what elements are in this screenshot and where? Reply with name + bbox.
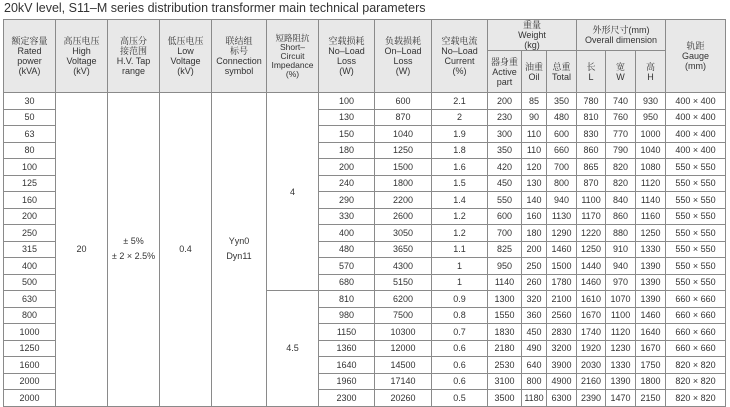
cell-on-load-loss: 12000 (375, 340, 432, 357)
cell-on-load-loss: 2600 (375, 208, 432, 225)
cell-dim-h: 1390 (636, 291, 666, 308)
cell-rated-power: 160 (4, 192, 56, 209)
cell-weight-oil: 85 (522, 93, 547, 110)
cell-gauge: 660 × 660 (666, 324, 726, 341)
cell-no-load-current: 0.8 (432, 307, 488, 324)
cell-rated-power: 1250 (4, 340, 56, 357)
cell-weight-active: 420 (488, 159, 522, 176)
cell-no-load-loss: 200 (319, 159, 375, 176)
cell-no-load-current: 1.9 (432, 126, 488, 143)
cell-weight-active: 950 (488, 258, 522, 275)
cell-on-load-loss: 17140 (375, 373, 432, 390)
cell-dim-h: 1390 (636, 274, 666, 291)
cell-no-load-loss: 2300 (319, 390, 375, 407)
cell-no-load-loss: 980 (319, 307, 375, 324)
cell-hv-voltage: 20 (56, 93, 108, 407)
cell-no-load-current: 1 (432, 274, 488, 291)
cell-weight-total: 1290 (547, 225, 577, 242)
cell-weight-active: 300 (488, 126, 522, 143)
cell-dim-h: 1120 (636, 175, 666, 192)
cell-dim-l: 1170 (577, 208, 606, 225)
cell-weight-oil: 360 (522, 307, 547, 324)
cell-dim-w: 790 (606, 142, 636, 159)
cell-weight-total: 1130 (547, 208, 577, 225)
cell-dim-w: 1100 (606, 307, 636, 324)
cell-dim-w: 860 (606, 208, 636, 225)
cell-dim-l: 1740 (577, 324, 606, 341)
cell-weight-oil: 110 (522, 142, 547, 159)
cell-dim-h: 1750 (636, 357, 666, 374)
cell-weight-total: 350 (547, 93, 577, 110)
cell-dim-h: 1140 (636, 192, 666, 209)
cell-rated-power: 2000 (4, 390, 56, 407)
cell-dim-l: 810 (577, 109, 606, 126)
cell-gauge: 660 × 660 (666, 291, 726, 308)
cell-dim-w: 820 (606, 159, 636, 176)
cell-dim-l: 830 (577, 126, 606, 143)
cell-dim-l: 1220 (577, 225, 606, 242)
cell-weight-oil: 120 (522, 159, 547, 176)
cell-rated-power: 1600 (4, 357, 56, 374)
cell-on-load-loss: 20260 (375, 390, 432, 407)
cell-dim-h: 1000 (636, 126, 666, 143)
cell-no-load-current: 2 (432, 109, 488, 126)
cell-weight-oil: 90 (522, 109, 547, 126)
header-weight: 重量 Weight (kg) (488, 20, 577, 51)
cell-rated-power: 30 (4, 93, 56, 110)
cell-weight-total: 2560 (547, 307, 577, 324)
cell-dim-h: 1330 (636, 241, 666, 258)
cell-dim-l: 865 (577, 159, 606, 176)
cell-dim-h: 1250 (636, 225, 666, 242)
cell-weight-total: 940 (547, 192, 577, 209)
cell-weight-active: 3500 (488, 390, 522, 407)
cell-weight-oil: 320 (522, 291, 547, 308)
cell-no-load-current: 1 (432, 258, 488, 275)
cell-weight-active: 600 (488, 208, 522, 225)
cell-gauge: 400 × 400 (666, 93, 726, 110)
cell-gauge: 660 × 660 (666, 307, 726, 324)
parameters-table (3, 19, 726, 407)
header-weight-active: 器身重 Active part (488, 51, 522, 93)
cell-rated-power: 400 (4, 258, 56, 275)
table-body (4, 93, 726, 407)
cell-rated-power: 50 (4, 109, 56, 126)
cell-weight-total: 1460 (547, 241, 577, 258)
cell-dim-l: 1920 (577, 340, 606, 357)
cell-connection: Yyn0 Dyn11 (212, 93, 267, 407)
cell-on-load-loss: 6200 (375, 291, 432, 308)
cell-tap-range: ± 5% ± 2 × 2.5% (108, 93, 160, 407)
header-lv-voltage: 低压电压 Low Voltage (kV) (160, 20, 212, 93)
cell-no-load-loss: 150 (319, 126, 375, 143)
cell-dim-h: 1670 (636, 340, 666, 357)
cell-weight-oil: 200 (522, 241, 547, 258)
cell-no-load-current: 1.2 (432, 225, 488, 242)
cell-dim-h: 2150 (636, 390, 666, 407)
header-dim-h: 高 H (636, 51, 666, 93)
cell-no-load-current: 1.1 (432, 241, 488, 258)
header-rated-power: 额定容量 Rated power (kVA) (4, 20, 56, 93)
cell-rated-power: 63 (4, 126, 56, 143)
cell-dim-w: 740 (606, 93, 636, 110)
header-hv-voltage: 高压电压 High Voltage (kV) (56, 20, 108, 93)
cell-no-load-loss: 1150 (319, 324, 375, 341)
cell-weight-active: 700 (488, 225, 522, 242)
cell-gauge: 550 × 550 (666, 225, 726, 242)
cell-weight-active: 2180 (488, 340, 522, 357)
cell-gauge: 550 × 550 (666, 159, 726, 176)
cell-no-load-loss: 180 (319, 142, 375, 159)
cell-gauge: 400 × 400 (666, 142, 726, 159)
cell-dim-l: 1460 (577, 274, 606, 291)
cell-dim-w: 1070 (606, 291, 636, 308)
cell-gauge: 550 × 550 (666, 208, 726, 225)
cell-on-load-loss: 1800 (375, 175, 432, 192)
cell-gauge: 820 × 820 (666, 373, 726, 390)
cell-lv-voltage: 0.4 (160, 93, 212, 407)
cell-dim-l: 1250 (577, 241, 606, 258)
cell-no-load-current: 0.6 (432, 357, 488, 374)
cell-dim-w: 940 (606, 258, 636, 275)
cell-weight-active: 450 (488, 175, 522, 192)
cell-dim-l: 2030 (577, 357, 606, 374)
table-row (4, 93, 726, 110)
cell-rated-power: 250 (4, 225, 56, 242)
header-impedance: 短路阻抗 Short– Circuit Impedance (%) (267, 20, 319, 93)
cell-dim-l: 780 (577, 93, 606, 110)
cell-on-load-loss: 3050 (375, 225, 432, 242)
cell-dim-h: 1080 (636, 159, 666, 176)
cell-dim-h: 950 (636, 109, 666, 126)
cell-on-load-loss: 1500 (375, 159, 432, 176)
cell-on-load-loss: 600 (375, 93, 432, 110)
header-dim-w: 宽 W (606, 51, 636, 93)
cell-impedance: 4.5 (267, 291, 319, 407)
cell-dim-l: 2390 (577, 390, 606, 407)
cell-dim-l: 1670 (577, 307, 606, 324)
cell-gauge: 400 × 400 (666, 126, 726, 143)
cell-weight-oil: 130 (522, 175, 547, 192)
cell-no-load-loss: 400 (319, 225, 375, 242)
cell-rated-power: 1000 (4, 324, 56, 341)
cell-on-load-loss: 1250 (375, 142, 432, 159)
cell-weight-total: 3200 (547, 340, 577, 357)
cell-dim-w: 760 (606, 109, 636, 126)
cell-gauge: 820 × 820 (666, 357, 726, 374)
cell-weight-active: 1830 (488, 324, 522, 341)
cell-dim-w: 840 (606, 192, 636, 209)
cell-dim-w: 1330 (606, 357, 636, 374)
cell-weight-active: 2530 (488, 357, 522, 374)
cell-weight-oil: 640 (522, 357, 547, 374)
cell-rated-power: 500 (4, 274, 56, 291)
cell-dim-l: 2160 (577, 373, 606, 390)
header-on-load-loss: 负载损耗 On–Load Loss (W) (375, 20, 432, 93)
cell-dim-h: 1040 (636, 142, 666, 159)
cell-weight-total: 1780 (547, 274, 577, 291)
cell-no-load-current: 1.5 (432, 175, 488, 192)
cell-dim-l: 1440 (577, 258, 606, 275)
cell-gauge: 550 × 550 (666, 175, 726, 192)
cell-gauge: 550 × 550 (666, 192, 726, 209)
cell-weight-oil: 110 (522, 126, 547, 143)
cell-gauge: 550 × 550 (666, 241, 726, 258)
cell-dim-l: 1610 (577, 291, 606, 308)
cell-no-load-loss: 1640 (319, 357, 375, 374)
cell-dim-h: 1390 (636, 258, 666, 275)
cell-weight-active: 1300 (488, 291, 522, 308)
cell-weight-active: 1140 (488, 274, 522, 291)
cell-dim-w: 820 (606, 175, 636, 192)
cell-weight-active: 3100 (488, 373, 522, 390)
cell-rated-power: 100 (4, 159, 56, 176)
cell-rated-power: 2000 (4, 373, 56, 390)
cell-on-load-loss: 1040 (375, 126, 432, 143)
cell-weight-active: 550 (488, 192, 522, 209)
cell-dim-w: 880 (606, 225, 636, 242)
cell-gauge: 550 × 550 (666, 274, 726, 291)
cell-no-load-current: 2.1 (432, 93, 488, 110)
header-dim-l: 长 L (577, 51, 606, 93)
cell-weight-total: 2100 (547, 291, 577, 308)
cell-dim-w: 1390 (606, 373, 636, 390)
cell-dim-h: 1800 (636, 373, 666, 390)
cell-no-load-loss: 570 (319, 258, 375, 275)
cell-weight-total: 6300 (547, 390, 577, 407)
cell-dim-w: 770 (606, 126, 636, 143)
cell-gauge: 820 × 820 (666, 390, 726, 407)
cell-on-load-loss: 3650 (375, 241, 432, 258)
cell-no-load-loss: 810 (319, 291, 375, 308)
cell-no-load-loss: 1960 (319, 373, 375, 390)
cell-weight-active: 200 (488, 93, 522, 110)
cell-on-load-loss: 4300 (375, 258, 432, 275)
cell-weight-total: 3900 (547, 357, 577, 374)
cell-weight-oil: 1180 (522, 390, 547, 407)
cell-weight-total: 700 (547, 159, 577, 176)
cell-weight-total: 600 (547, 126, 577, 143)
header-gauge: 轨距 Gauge (mm) (666, 20, 726, 93)
cell-dim-h: 930 (636, 93, 666, 110)
cell-on-load-loss: 2200 (375, 192, 432, 209)
cell-no-load-current: 1.6 (432, 159, 488, 176)
cell-weight-oil: 250 (522, 258, 547, 275)
cell-gauge: 400 × 400 (666, 109, 726, 126)
cell-on-load-loss: 870 (375, 109, 432, 126)
cell-dim-l: 860 (577, 142, 606, 159)
cell-no-load-current: 1.8 (432, 142, 488, 159)
cell-weight-active: 1550 (488, 307, 522, 324)
cell-weight-oil: 450 (522, 324, 547, 341)
cell-weight-oil: 160 (522, 208, 547, 225)
header-no-load-loss: 空载损耗 No–Load Loss (W) (319, 20, 375, 93)
cell-no-load-current: 0.6 (432, 373, 488, 390)
cell-weight-total: 480 (547, 109, 577, 126)
cell-dim-w: 970 (606, 274, 636, 291)
cell-weight-oil: 260 (522, 274, 547, 291)
cell-dim-h: 1460 (636, 307, 666, 324)
header-no-load-current: 空载电流 No–Load Current (%) (432, 20, 488, 93)
cell-dim-w: 1120 (606, 324, 636, 341)
cell-rated-power: 80 (4, 142, 56, 159)
cell-no-load-loss: 330 (319, 208, 375, 225)
cell-weight-oil: 800 (522, 373, 547, 390)
cell-no-load-loss: 680 (319, 274, 375, 291)
header-connection: 联结组 标号 Connection symbol (212, 20, 267, 93)
cell-no-load-loss: 240 (319, 175, 375, 192)
cell-dim-w: 1470 (606, 390, 636, 407)
cell-no-load-current: 1.4 (432, 192, 488, 209)
cell-weight-total: 2830 (547, 324, 577, 341)
cell-rated-power: 200 (4, 208, 56, 225)
cell-weight-active: 230 (488, 109, 522, 126)
cell-no-load-loss: 1360 (319, 340, 375, 357)
cell-no-load-loss: 100 (319, 93, 375, 110)
cell-rated-power: 125 (4, 175, 56, 192)
cell-weight-active: 825 (488, 241, 522, 258)
cell-dim-l: 870 (577, 175, 606, 192)
cell-on-load-loss: 10300 (375, 324, 432, 341)
cell-rated-power: 800 (4, 307, 56, 324)
header-dimension: 外形尺寸(mm) Overall dimension (577, 20, 666, 51)
header-tap-range: 高压分 接范围 H.V. Tap range (108, 20, 160, 93)
cell-no-load-current: 1.2 (432, 208, 488, 225)
page-title: 20kV level, S11–M series distribution transformer main technical parameters (4, 1, 426, 15)
cell-no-load-loss: 480 (319, 241, 375, 258)
cell-dim-w: 910 (606, 241, 636, 258)
cell-weight-total: 4900 (547, 373, 577, 390)
cell-weight-oil: 180 (522, 225, 547, 242)
cell-on-load-loss: 14500 (375, 357, 432, 374)
cell-weight-total: 1500 (547, 258, 577, 275)
cell-weight-oil: 490 (522, 340, 547, 357)
cell-weight-oil: 140 (522, 192, 547, 209)
cell-dim-h: 1640 (636, 324, 666, 341)
cell-dim-l: 1100 (577, 192, 606, 209)
cell-no-load-loss: 130 (319, 109, 375, 126)
cell-no-load-current: 0.6 (432, 340, 488, 357)
cell-impedance: 4 (267, 93, 319, 291)
header-weight-oil: 油重 Oil (522, 51, 547, 93)
cell-gauge: 550 × 550 (666, 258, 726, 275)
cell-dim-h: 1160 (636, 208, 666, 225)
cell-weight-total: 800 (547, 175, 577, 192)
cell-dim-w: 1230 (606, 340, 636, 357)
cell-on-load-loss: 5150 (375, 274, 432, 291)
cell-weight-active: 350 (488, 142, 522, 159)
cell-rated-power: 315 (4, 241, 56, 258)
header-weight-total: 总重 Total (547, 51, 577, 93)
cell-rated-power: 630 (4, 291, 56, 308)
cell-no-load-current: 0.7 (432, 324, 488, 341)
cell-no-load-current: 0.5 (432, 390, 488, 407)
cell-on-load-loss: 7500 (375, 307, 432, 324)
cell-weight-total: 660 (547, 142, 577, 159)
cell-gauge: 660 × 660 (666, 340, 726, 357)
cell-no-load-current: 0.9 (432, 291, 488, 308)
cell-no-load-loss: 290 (319, 192, 375, 209)
